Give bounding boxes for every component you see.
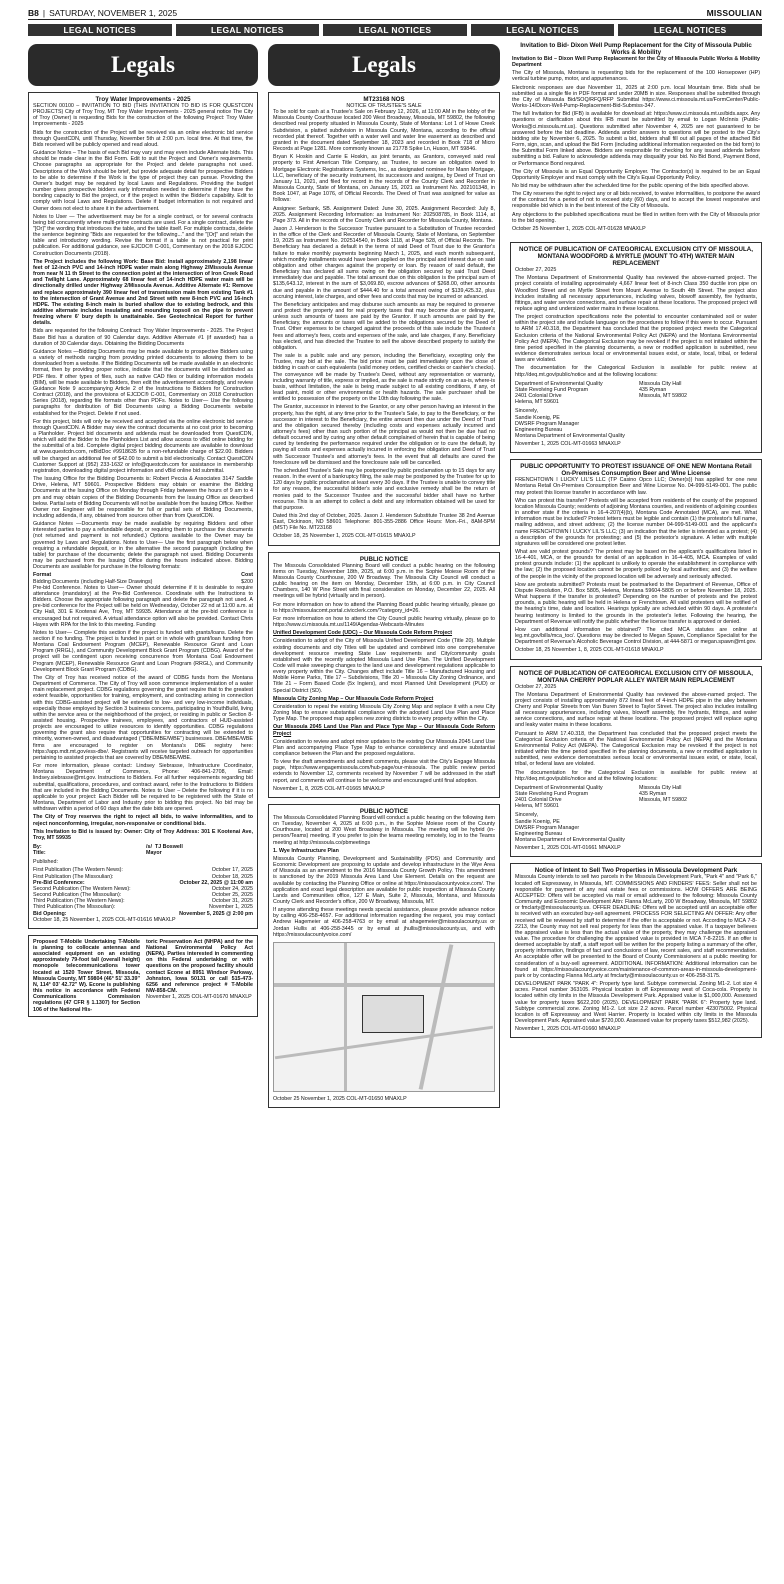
notice-paragraph: For more information on how to attend the Planning Board public hearing virtually, please go to https://missoulacomt.portal.civicclerk.com/?category_id=26. — [273, 601, 495, 614]
notice-paragraph: The documentation for the Categorical Exclusion is available for public review at http://deq.mt.gov/public/notice and at the following locations: — [515, 365, 757, 378]
notice-liquor-license — [510, 459, 762, 659]
notice-paragraph: Bids are requested for the following Contract: Troy Water Improvements - 2025. The Project Base Bid has a duration of 90 Calendar days. Additive Alternate #1 (if awarded) has a duration of 30 Calendar days. Obtaining the Bidding Documents — [33, 328, 253, 347]
notice-paragraph: For more information on how to attend the City Council public hearing virtually, please go to https://www.ci.missoula.mt.us/1149/Agendas-Webcasts-Minutes — [273, 615, 495, 629]
issued-by: This Invitation to Bid is issued by: Owner: City of Troy Address: 301 E Kootenai Ave, Troy, MT 59935 — [33, 828, 253, 841]
notice-paragraph: What are valid protest grounds? The protest may be based on the applicant's qualifications listed in 16-4-401, MCA, or the grounds for denial of an application in 16-4-405, MCA. Examples of valid protest grounds include: (1) the applicant is unlikely to operate the establishment in compliance with the law; (2) the proposed location cannot be properly policed by local authorities; and (3) the welfare of the people in the vicinity of the proposed location will be adversely and seriously affected. — [515, 549, 757, 580]
wye-area-map — [273, 942, 495, 1092]
section-label: LEGAL NOTICES — [28, 24, 172, 36]
notice-paragraph: For more information, please contact: Lindsey Siebrasse, Infrastructure Coordinator, Montana Department of Commerce, Phone: 406-841-2708, Email: lindsey.siebrasse@mt.gov. Instructions to Bidders. For all further requirements regarding bid submittal, qualifications, procedures, and contract award, refer to the Instructions to Bidders that are included in the Bidding Documents. Notes to User – Delete the following if it is no applicable to your project: Each Bidder will be required to be registered with the State of Montana, Department of Labor and Industry prior to bidding this project. No bid may be withdrawn within a period of 60 days after the date bids are opened. — [33, 763, 253, 813]
notice-woodford-myrtle — [510, 242, 762, 453]
notice-tmobile — [28, 935, 258, 1017]
publication-date: October 24, 2025 — [211, 885, 253, 892]
notice-wye-plan — [268, 804, 500, 1108]
publication-date: October 25, 2025 — [211, 892, 253, 899]
notice-id: MT23168 NOS — [363, 96, 405, 103]
signature: Sincerely, Sandie Koenig, PE DWSRF Program Manager Engineering Bureau Montana Department of Environmental Quality — [515, 408, 625, 439]
section-label: LEGAL NOTICES — [618, 24, 762, 36]
address-city-hall: Missoula City Hall 435 Ryman Missoula, MT 59802 — [639, 784, 688, 804]
legals-banner: Legals — [268, 44, 500, 86]
publication-label: Second Publication (The Western News): — [33, 885, 131, 892]
notice-paragraph: Guidance Notes – The basis of each Bid may vary and may even include Alternate bids. This should be made clear in the Bid Form. Edit to suit the Project and Owner's requirements. Choose paragraphs as appropriate for the Project and delete paragraphs not used. Descriptions of the Work should be brief, but provide adequate detail for prospective Bidders to be able to determine if the Work is the type of project they can pursue. Providing the Owner's budget may be required by local Laws and Regulations. Providing the budget number gives prospective bidders early information needed to determine if they have the bonding capacity to Bid the project, or if the project is within the Bidder's capability. Edit to comply with local Laws and Regulations. Delete if budget information is not required and Owner does not elect to share it in the advertisement. — [33, 150, 253, 212]
notice-paragraph: Notes to User— Complete this section if the project is funded with grants/loans. Delete the section if no funding. The project is funded in part or in whole with grant/loan funding from Montana Coal Endowment Program (MCEP), Renewable Resource Grant and Loan Program (RRGL), and Community Development Block Grant Program (CDBG). Award of the project will be contingent upon receiving concurrence from Montana Coal Endowment Program (MCEP), Renewable Resource Grant and Loan Program (RRGL), and Community Development Block Grant Program (CDBG). — [33, 629, 253, 673]
publication-label: First Publication (The Western News): — [33, 867, 123, 874]
published-label: Published: — [33, 859, 58, 866]
notice-paragraph: Bryan K Hoskin and Carrie E Hoskin, as joint tenants, as Grantors, conveyed said real property to First American Title Company, as Trustee, to secure an obligation owed to Mortgage Electronic Registrations Systems, Inc., as designated nominee for Mann Mortgage, LLC, beneficiary of the security instrument, its successors and assigns, by Deed of Trust on January 11, 2021, and filed for record in the records of the County Clerk and Recorder in Missoula County, State of Montana, on January 15, 2021 as Instrument No. 202101348, in Book 1047, at Page 1076, of Official Records. The Deed of Trust was assigned for value as follows: — [273, 154, 495, 204]
notice-paragraph: Dated this 2nd day of October, 2025. Jason J. Henderson Substitute Trustee 38 2nd Avenue East, Dickinson, ND 58601 Telephone: 801-355-2886 Office Hours: Mon.-Fri., 8AM-5PM (MST) File No. MT23168 — [273, 513, 495, 532]
publication-date: October 18, 2025 — [211, 873, 253, 880]
notice-paragraph: How are protests submitted? Protests must be postmarked to the Department of Revenue, Office of Dispute Resolution, P.O. Box 5805, Helena, Montana 59604-5805 on or before November 18, 2025. What happens if the transfer is protested? Depending on the number of protests and the protest grounds, a public hearing will be held in Helena or Frenchtown. All valid protesters will be notified of the hearing's time, date and location. Hearings typically are scheduled within 90 days. A protester's hearing testimony is limited to the grounds in the protester's letter. Following the hearing, the Department of Revenue will notify the public whether the license transfer is approved or denied. — [515, 581, 757, 625]
publication-date: November 5, 2025 @ 2:00 pm — [179, 910, 253, 917]
notice-paragraph: Consideration to review and adopt minor updates to the existing Our Missoula 2045 Land Use Plan and accompanying Place Type Map to enhance consistency and ensure substantial compliance between the Plan and the proposed regulations. — [273, 738, 495, 757]
notice-title: NOTICE OF PUBLICATION OF CATEGORICAL EXCLUSION CITY OF MISSOULA, MONTANA WOODFORD & MYRTLE (MOUNT TO 4TH) WATER MAIN REPLACEMENT — [519, 246, 753, 268]
notice-paragraph: Who can protest this transfer? Protests will be accepted from residents of the county of the proposed location Missoula County; residents of adjoining Montana counties, and residents of adjoining counties in another state if the criteria in 16-4-207(4)(b), Montana Code Annotated (MCA), are met. What information must be included? Protest letters must be legible and contain (1) the protestor's full name, mailing address, and street address; (2) the license number 04-999-5149-001 and the applicant's name FRENCHTOWN I LUCKY LIL'S LLC; (3) an indication that the letter is intended as a protest; (4) a description of the grounds for protesting; and (5) the protestor's signature. A letter with multiple signatures will be considered one protest letter. — [515, 497, 757, 547]
notice-footer: October 18, 25 November 1, 2025 COL-MT-01615 MNAXLP — [273, 533, 416, 540]
by-label: By: — [33, 843, 42, 850]
publication-date: November 1, 2025 — [209, 904, 253, 911]
address-block — [515, 381, 757, 406]
notice-paragraph: Missoula County Planning, Development and Sustainability (PDS) and Community and Economic Development are proposing to update and develop infrastructure in the Wye Area of Missoula as an amendment to the 2016 Missoula County Growth Policy. This amendment is sanctioned by the 2019 Missoula Area Land Use Element. Details on the request are available by contacting the Planning Office or online at https://missoulacountyvoice.com/. The application and exact legal description are available for public inspection at Missoula County Lands and Communities office, 127 E Main, Suite 2, Missoula, Montana, and Missoula County Clerk and Recorder's office, 200 W Broadway, Missoula, MT. — [273, 855, 495, 905]
notice-paragraph: The full Invitation for Bid (IFB) is available for download at: https://www.ci.missoula.mt.us/bids.aspx. Any questions or clarification about this IFB must be submitted by email to Logan McInnis (Public-Works@ci.missoula.mt.us). Questions submitted after November 4, 2025 are not guaranteed to be answered before the bid deadline. Addenda and/or answers to questions will be posted to the City's bidding site by November 6, 2025. To submit a bid, bidders shall fill out all pages of the attached Bid Form, sign, scan, and upload the Bid Form (including additional information requested on the bid form) to the Submittal Form linked above. Bidders are responsible for checking for any issued addenda before submitting a bid. Failure to acknowledge addenda may disqualify your bid. No Bid Bond, Payment Bond, or Performance Bond required. — [512, 111, 760, 167]
notice-footer: October 25 November 1, 2025 COL-MT-01628 MNAXLP — [512, 225, 646, 232]
notice-title: NOTICE OF PUBLICATION OF CATEGORICAL EXCLUSION CITY OF MISSOULA, MONTANA CHERRY POPLAR ALLEY WATER MAIN REPLACEMENT — [519, 669, 753, 684]
notice-title: NOTICE OF TRUSTEE'S SALE — [346, 103, 422, 109]
notice-footer: October 18, 25 November 1, 8, 2025 COL-MT-01618 MNAXLP — [515, 647, 664, 654]
publication-label: Second Publication (The Missoulian): — [33, 892, 122, 899]
notice-paragraph: The sale is a public sale and any person, including the Beneficiary, excepting only the Trustee, may bid at the sale. The bid price must be paid immediately upon the close of bidding in cash or cash equivalents (valid money orders, certified checks or cashier's checks). The conveyance will be made by Trustee's Deed, without any representation or warranty, including warranty of title, express or implied, as the sale is made strictly on an as-is, where-is basis, without limitation, the sale is being made subject to all existing conditions, if any, of lead paint, mold or other environmental or health hazards. The sale purchaser shall be entitled to possession of the property on the 10th day following the sale. — [273, 353, 495, 403]
notice-paragraph: The City of Missoula, Montana is requesting bids for the replacement of the 100 Horsepower (HP) vertical turbine pump, motor, and appurtenances. — [512, 70, 760, 83]
address-deq: Department of Environmental Quality State Revolving Fund Program 2401 Colonial Drive Helena, MT 59601 — [515, 380, 603, 406]
notice-paragraph: Electronic responses are due November 11, 2025 at 2:00 p.m. local Mountain time. Bids shall be submitted as a single file in PDF format and under 20MB in size. Responses shall be submitted through the City of Missoula Bid/SOQ/RFQ/RFP Submittal https://www.ci.missoula.mt.us/FormCenter/Public-Works-14/Dixon-Well-Pump-Replacement-Bid-Submiss-347. — [512, 84, 760, 110]
map-road — [344, 943, 347, 1091]
format-header: Format — [33, 572, 52, 579]
notice-paragraph: The documentation for the Categorical Exclusion is available for public review at http://deq.mt.gov/public/notice and at the following locations: — [515, 769, 757, 782]
title-label: Title: — [33, 850, 46, 857]
notice-title: Invitation to Bid- Dixon Well Pump Replacement for the City of Missoula Public Works & Mobility — [520, 42, 752, 56]
notice-paragraph: The Missoula Consolidated Planning Board will conduct a public hearing on the following item on Tuesday, November 4, 2025 at 6:00 p.m., in the Sophie Moiese room of the County Courthouse, located at 200 West Broadway in Missoula. The meeting will be hybrid (in-person/Teams) meeting. If you prefer to join the teams meeting remotely, log in to the Teams meeting at http://missoula.co/pbmeetings — [273, 814, 495, 846]
notice-dixon-well — [510, 40, 762, 236]
notice-paragraph: For this project, bids will only be received and accepted via the online electronic bid service through QuestCDN. A Bidder may view the contract documents at no cost prior to becoming a Planholder. Project bid documents and addenda must be downloaded from QuestCDN, which will add the Bidder to the Planholders List and allow access to vBid online bidding for the submittal of a bid. Complete digital project bidding documents are available to download at www.questcdn.com, reBidDoc #9918635 for a non-refundable charge of $22.00. Bidders will be charged an additional fee of $42.00 to submit a bid electronically. Contact QuestCDN Customer Support at (952) 233-1632 or info@questcdn.com for assistance in membership registration, downloading digital project information and vBid online bid submittal. — [33, 418, 253, 474]
notice-paragraph: Notes to User — The advertisement may be for a single contract, or for several contracts being bid concurrently where multi-prime contracts are used. For a single contract, delete the "[Or]" the wording that introduces the table, and the table itself. For multiple contracts, delete the sentence beginning "Bids are requested for the following..." and the "[Or]" and retain the table and introductory wording. Revise the format if a table is not practical for print publication. For additional guidance, see EJCDC® C-001, Commentary on the 2018 EJCDC Construction Documents (2018). — [33, 213, 253, 257]
notice-paragraph: DEVELOPMENT PARK "PARK 4": Property type land. Subtype commercial. Zoning M1-2. Lot size 4 acres. Parcel number 363105. Physical location is off Expressway west of Coca-cola. Property is located within city limits in the Missoula Development Park. Appraised value is $1,000,000. Assessed value for property taxes $622,200 (2025). DEVELOPMENT PARK "PARK 6": Property type land. Subtype commercial zone. Zoning M1-2. Lot size 2.2 acres. Parcel number 423075002. Physical location is off Expressway and West Harrier. Property is located within city limits in the Missoula Development Park. Appraised value $720,000. Assessed value for property taxes $512,982 (2025). — [515, 981, 757, 1024]
notice-paragraph: Assignee: Serbank, SB. Assignment Dated: June 30, 2025. Assignment Recorded: July 8, 2025. Assignment Recording Information: as Instrument No: 202508785, in Book 1114, at Page 373. All in the records of the County Clerk and Recorder for Missoula County, Montana. — [273, 205, 495, 224]
masthead — [28, 6, 762, 20]
tmobile-body: toric Preservation Act (NHPA) and for the National Environmental Policy Act (NEPA). Parties interested in commenting on this Federal undertaking or with questions on the proposed facility should contact Econe at 8951 Windsor Parkway, Johnston, Iowa 50131 or call 515-473-6256 and reference project # T-Mobile NW-858-CM. — [146, 938, 253, 995]
notice-troy-water-bid — [28, 92, 258, 929]
section-label: LEGAL NOTICES — [176, 24, 320, 36]
notice-title: PUBLIC NOTICE — [359, 555, 409, 563]
publication-date: October 17, 2025 — [211, 867, 253, 874]
notice-paragraph: The City of Troy reserves the right to reject all bids, to waive informalities, and to reject nonconforming, irregular, non-responsive or conditional bids. — [33, 814, 253, 827]
address-deq: Department of Environmental Quality State Revolving Fund Program 2401 Colonial Drive Helena, MT 59601 — [515, 784, 603, 810]
issue-date: SATURDAY, NOVEMBER 1, 2025 — [49, 7, 178, 18]
notice-paragraph: The City of Missoula is an Equal Opportunity Employer. The Contractor(s) is required to be an Equal Opportunity Employer and must comply with the City's Equal Opportunity Policy. — [512, 168, 760, 181]
notice-paragraph: To view the draft amendments and submit comments, please visit the City's Engage Missoula page, https://www.engagemissoula.com/hub-page/our-missoula. The public review period extends to November 12, comments received by November 7 will be addressed in the staff report, and comments will continue to be welcome and encouraged until final adoption. — [273, 759, 495, 784]
notice-paragraph: Jason J. Henderson is the Successor Trustee pursuant to a Substitution of Trustee recorded in the office of the Clerk and Recorder of Missoula County, State of Montana, on September 19, 2025 as Instrument No. 202514540, in Book 1118, at Page 528, of Official Records. The Beneficiary has declared a default in the terms of said Deed of Trust due to the Grantor's failure to make monthly payments beginning March 1, 2025, and each month subsequent, which monthly installments would have been applied on the principal and interest due on said obligation and other charges against the property or loan. By reason of said default, the Beneficiary has declared all sums owing on the obligation secured by said Trust Deed immediately due and payable. The total amount due on this obligation is the principal sum of $135,643.12, interest in the sum of $3,069.80, escrow advances of $268.00, other amounts due and payable in the amount of $444.40 for a total amount owing of $139,425.32, plus accruing interest, late charges, and other fees and costs that may be incurred or advanced. — [273, 225, 495, 300]
notice-paragraph: How can additional information be obtained? The cited MCA statutes are online at leg.mt.gov/bills/mca_toc/. Questions may be directed to Megan Spawn, Compliance Specialist for the Department of Revenue's Alcoholic Beverage Control Division, at 444-5871 or megan.spawn@mt.gov. — [515, 626, 757, 646]
notice-paragraph: Consideration to repeal the existing Missoula City Zoning Map and replace it with a new City Zoning Map to ensure substantial compliance with the adopted Land Use Plan and Place Type Map. The proposed map applies new zoning districts to every property within the City. — [273, 703, 495, 723]
header-separator: | — [42, 7, 46, 18]
column-right — [510, 40, 762, 1580]
notice-heading: Unified Development Code (UDC) – Our Missoula Code Reform Project — [273, 630, 453, 637]
notice-paragraph: SECTION 00100 – INVITATION TO BID (THIS INVITATION TO BID IS FOR QUESTCDN PROJECTS) City of Troy Troy, MT Troy Water Improvements - 2025 general notice The City of Troy (Owner) is requesting Bids for the construction of the following Project: Troy Water Improvements - 2025 — [33, 103, 253, 128]
signer-name: TJ Boswell — [154, 843, 183, 850]
publication-label: Third Publication (The Western News): — [33, 898, 125, 905]
notice-paragraph: Missoula County intends to sell two parcels in the Missoula Development Park, "Park 4" and "Park 6," located off Expressway, in Missoula, MT. COMMISSIONS AND FINDERS' FEES: Seller shall not be responsible for payment of any real estate fees or commissions. HOW OFFERS ARE BEING ACCEPTED: Offers will be accepted via mail or email addressed to the following: Missoula County Community and Economic Development Attn: Flanna McLarty, 200 W Broadway, Missoula, MT 59802 or fmclarty@missoulacounty.us. OFFER DEADLINE: Offers will be accepted until an acceptable offer is received with an executed buy-sell agreement. PROCESS FOR SELECTING AN OFFER: Any offer received will be reviewed by staff to determine if the offer is acceptable or not. According to MCA 7-8-2213, the County may not sell real property for less than the appraised value. If a taxpayer believes the appraised value is less than the actual value of the property, they may challenge the appraised value. The procedure for challenging the appraised value is provided in MCA 7-8-2215. If an offer is deemed acceptable by staff, a staff report will be written for the property listing a summary of the offer, property information, findings of fact and conclusions of law, recent sales, and staff recommendation. An acceptable offer will be presented to the Board of County Commissioners at a public meeting for consideration of a buy-sell agreement. ADDITIONAL INFORMATION: Additional information can be found at https://missoulacountyvoice.com/maintenance-of-common-areas-in-missoula-development-park or by contacting Flanna McLarty at fmclarty@missoulacounty.us or 406-258-3175. — [515, 874, 757, 979]
notice-footer: November 1, 2025 COL-MT-01661 MNAXLP — [515, 845, 621, 852]
publication-label: Bid Opening: — [33, 910, 67, 917]
notice-paragraph: Any objections to the published specifications must be filed in written form with the City of Missoula prior to the bid opening. — [512, 211, 760, 224]
notice-footer: November 1, 2025 COL-MT-01670 MNAXLP — [146, 994, 252, 1001]
notice-planning-board — [268, 552, 500, 798]
notice-title: Troy Water Improvements - 2025 — [95, 96, 191, 103]
notice-paragraph: The Issuing Office for the Bidding Documents is: Robert Peccia & Associates 3147 Saddle Drive, Helena, MT 59601. Prospective Bidders may obtain or examine the Bidding Documents at the Issuing Office on Monday through Friday between the hours of 9 am to 4 pm and may obtain copies of the Bidding Documents from the Issuing Office as described below. Partial sets of Bidding Documents will not be available from the Issuing Office. Neither Owner nor Engineer will be responsible for full or partial sets of Bidding Documents, including addenda, if any, obtained from sources other than from QuestCDN. — [33, 476, 253, 519]
publication-date: October 22, 2025 @ 11:00 am — [179, 879, 253, 886]
notice-paragraph: Pre-bid Conference. Notes to User— Owner should determine if it is desirable to require attendance (mandatory) at the Pre-Bid Conference. Coordinate with the Instructions to Bidders. Choose the appropriate following paragraph and delete the paragraph not used. A pre-bid conference for the Project will be held on Wednesday, October 22 nd at 11:00 a.m. at City Hall, 301 E Kootenai Ave, Troy, MT 59935. Attendance at the pre-bid conference is encouraged but not required. A virtual attendance option will also be provided. Contact Chris Hayes with RPA for the link to this meeting. Funding — [33, 584, 253, 628]
notice-paragraph: If anyone attending these meetings needs special assistance, please provide advance notice by calling 406-258-4657. For additional information regarding the request, you may contact Andrew Hagemeier at 406-258-4763 or by email at ahagemeier@missoulacounty.us or Jordan Hullis at 406-258-3445 or by email at jhullis@missoulacounty.us, and with https://missoulacountyvoice.com/ — [273, 907, 495, 938]
cost-value: $200 — [241, 578, 253, 585]
notice-property-sale — [510, 863, 762, 1038]
cost-header: Cost — [241, 572, 253, 579]
notice-paragraph: The Montana Department of Environmental Quality has reviewed the above-named project. The project consists of installing approximately 4,667 linear feet of 8-inch Class 350 ductile iron pipe on Woodford Street and on Myrtle Street from Mount Avenue to South 4th Street. The project also includes installing all necessary appurtenances, including valves, blowoff assembly, fire hydrants, fittings, and water service connections, and surface repair at these locations. The proposed project will replace aging and undersized water mains in these locations. — [515, 275, 757, 312]
publication-label: Pre-Bid Conference: — [33, 879, 85, 886]
tmobile-columns — [33, 939, 253, 1013]
map-study-area — [362, 995, 424, 1033]
column-middle — [268, 40, 500, 1580]
notice-paragraph: Bids for the construction of the Project will be received via an online electronic bid service through QuestCDN, until Thursday, November 5th at 2:00 p.m. local time. At that time, the Bids received will be publicly opened and read aloud. — [33, 129, 253, 148]
map-road — [274, 983, 494, 987]
column-left — [28, 40, 258, 1580]
notice-footer: November 1, 2025 COL-MT-01663 MNAXLP — [515, 441, 621, 448]
notice-paragraph: The Missoula Consolidated Planning Board will conduct a public hearing on the following items on Tuesday, November 18th, 2025, at 6:00 p.m. in the Sophie Moiese Room of the Missoula County Courthouse, 200 W Broadway. The Missoula City Council will conduct a public hearing on the item on Monday, December 15th, at 6:00 p.m. in City Council Chambers, 140 W Pine Street with final consideration on Monday, December 22, 2025. All meetings will be hybrid (virtually and in person). — [273, 562, 495, 600]
format-value: Bidding Documents (including Half-Size Drawings) — [33, 578, 153, 585]
notice-title: Notice of Intent to Sell Two Properties in Missoula Development Park — [534, 867, 738, 875]
notice-title: PUBLIC NOTICE — [359, 807, 409, 815]
section-bars — [28, 24, 762, 36]
notice-paragraph: The Grantor, successor in interest to the Grantor, or any other person having an interest in the property, has the right, at any time prior to the Trustee's Sale, to pay to the Beneficiary, or the successor in interest to the Beneficiary, the entire amount then due under the Deed of Trust and the obligation secured thereby (including costs and expenses actually incurred and attorney's fees) other than such portion of the principal as would not then be due had no default occurred and by curing any other default complained of herein that is capable of being cured by tendering the performance required under the obligation or to cure the default, by paying all costs and expenses actually incurred in enforcing the obligation and Deed of Trust with Successor Trustee's and attorney's fees. In the event that all defaults are cured the foreclosure will be dismissed and the foreclosure sale will be cancelled. — [273, 404, 495, 466]
tmobile-text-b — [146, 939, 253, 1013]
page-number: B8 — [28, 7, 39, 18]
legals-banner: Legals — [28, 44, 258, 86]
publication-schedule — [33, 867, 253, 916]
notice-date: October 27, 2025 — [515, 683, 557, 690]
address-block — [515, 785, 757, 810]
notice-cherry-poplar — [510, 666, 762, 858]
notice-paragraph: Guidance Notes —Documents may be made available by requiring Bidders and other interested parties to pay a refundable deposit, or requiring them to purchase the documents (not returned and payment is not refunded.) Options available to the Owner may be governed by Laws and Regulations. Notes to User— Use the first paragraph below when requiring a refundable deposit, or in the alternative the second paragraph (including the table) for purchase of the documents; delete the paragraph not used. Bidding Documents may be purchased from the Issuing Office during the hours indicated above. Bidding Documents are available for purchase in the following formats: — [33, 521, 253, 571]
signature-block — [33, 844, 253, 856]
notice-heading: Our Missoula 2045 Land Use Plan and Place Type Map – Our Missoula Code Reform Project — [273, 724, 495, 737]
notice-footer: November 1, 8, 2025 COL-MT-01665 MNAXLP — [273, 785, 385, 792]
notice-paragraph: The scheduled Trustee's Sale may be postponed by public proclamation up to 15 days for any reason. In the event of a bankruptcy filing, the sale may be postponed by the Trustee for up to 120 days by public proclamation at least every 30 days. If the Trustee is unable to convey title for any reason, the successful bidder's sole and exclusive remedy shall be the return of monies paid to the Successor Trustee and the successful bidder shall have no further recourse. This is an attempt to collect a debt and any information obtained will be used for that purpose. — [273, 467, 495, 511]
publication-name: MISSOULIAN — [706, 7, 762, 18]
notice-paragraph: To be sold for cash at a Trustee's Sale on February 12, 2026, at 11:00 AM in the lobby of the Missoula County Courthouse located 200 West Broadway, Missoula, MT 59802, the following described real property situated in Missoula County, State of Montana: Lot 1 of Howe Creek Subdivision, a platted subdivision in Missoula County, Montana, according to the official recorded plat thereof. Together with a water well and water line easement as described and granted in the document dated September 18, 2023 and recorded in Book 718 of Micro Records at Page 1281. More commonly known as 21778 Spike Ln, Huson, MT 59846. — [273, 109, 495, 153]
notice-paragraph: The City of Troy has received notice of the award of CDBG funds from the Montana Department of Commerce. The City of Troy will soon commence implementation of a water main replacement project. CDBG regulations governing the grant require that to the greatest extent feasible, opportunities for training, employment, and contracting arising in connection with this CDBG-assisted project will be extended to low- and very low-income individuals, especially those employed by Section 3 business concerns, participating in YouthBuild, living within the service area or the neighborhood of the project, or residing in public or Section 8-assisted housing. Prospective trainees, employees, and contractors of HUD-assisted projects are encouraged to utilize resources to identify opportunities. CDBG regulations governing the grant also require that opportunities for contracting will be extended to minority, women-owned, and disadvantaged ("DBE/MBE/WBE") businesses. DBE/MBE/WBE firms are encouraged to register on Montana's DBE registry here: https://app.mdt.mt.gov/ess-dbe/. Registrants will receive targeted outreach for opportunities pertaining to assisted projects that are covered by DBE/MBE/WBE. — [33, 674, 253, 761]
notice-paragraph: The Beneficiary anticipates and may disburse such amounts as may be required to preserve and protect the property and for real property taxes that may become due or delinquent, unless such amounts of taxes are paid by the Grantor. If such amounts are paid by the Beneficiary, the amounts or taxes will be added to the obligations secured by the Deed of Trust. Other expenses to be charged against the proceeds of this sale include the Trustee's fees and attorney's fees, costs and expenses of the sale, and late charges, if any. Beneficiary has elected, and has directed the Trustee to sell the above described property to satisfy the obligation. — [273, 301, 495, 351]
title-value: Mayor — [146, 850, 162, 857]
notice-footer: November 1, 2025 COL-MT-01660 MNAXLP — [515, 1026, 621, 1033]
notice-footer: October 25 November 1, 2025 COL-MT-01650 MNAXLP — [273, 1095, 407, 1102]
notice-paragraph: The City reserves the right to reject any or all bids received, to waive informalities, to postpone the award of the contract for a period of not to exceed sixty (60) days, and to accept the lowest responsive and responsible bid which is in the best interest of the City of Missoula. — [512, 191, 760, 210]
notice-heading: Missoula City Zoning Map – Our Missoula Code Reform Project — [273, 695, 434, 702]
notice-paragraph: The project construction specifications note the potential to encounter contaminated soil or water within the project site and include language on the procedures to follow if this were to occur. Pursuant to ARM 17.40.318, the Department has concluded that the proposed project meets the Categorical Exclusion criteria of the National Environmental Policy Act (NEPA) and the Montana Environmental Policy Act (MEPA). The Categorical Exclusion may be revoked if the project is not initiated within the time period specified in the planning documents, a new or modified application is submitted, new evidence demonstrates serious local or environmental issues exist, or state, local, tribal, or federal laws are violated. — [515, 314, 757, 364]
section-label: LEGAL NOTICES — [471, 24, 615, 36]
notice-paragraph: FRENCHTOWN I LUCKY LIL'S LLC (TP Casino Opco LLC; Owner(s)) has applied for one new Montana Retail On-Premises Consumption Beer and Wine License No. 04-999-5149-001. The public may protest this license transfer in accordance with law. — [515, 477, 757, 496]
notice-paragraph: The Project includes the following Work: Base Bid: Install approximately 2,198 linear feet of 12-inch PVC and 14-inch HDPE water main along Highway 2/Missoula Avenue from near N 11 th Street to the connection point at the intersection of Iron Creek Road and Twilight Lane. Approximately 68 linear feet of 14-inch HDPE water main will be directionally drilled under Highway 2/Missoula Avenue. Additive Alternate #1: Remove and replace approximately 390 linear feet of transmission main from existing Tank #1 to the intersection of Grant Avenue and 2nd Street with new 8-inch PVC and 16-inch HDPE. The existing 8-inch main is buried shallow due to existing bedrock, and this additive alternate includes insulating and mounding topsoil on the pipe to prevent freezing where 6' bury depth is unattainable. See Geotechnical Report for further details. — [33, 258, 253, 327]
notice-subtitle: Invitation to Bid – Dixon Well Pump Replacement for the City of Missoula Public Works & Mobility Department — [512, 56, 760, 69]
publication-label: Third Publication (The Missoulian): — [33, 904, 116, 911]
section-label: LEGAL NOTICES — [323, 24, 467, 36]
signature: Sincerely, Sandie Koenig, PE DWSRF Program Manager Engineering Bureau Montana Department of Environmental Quality — [515, 812, 625, 844]
publication-label: First Publication (The Missoulian): — [33, 873, 114, 880]
notice-paragraph: Pursuant to ARM 17.40.318, the Department has concluded that the proposed project meets the Categorical Exclusion criteria of the National Environmental Policy Act (NEPA) and the Montana Environmental Policy Act (MEPA). The Categorical Exclusion may be revoked if the project is not initiated within the time period specified in the planning documents, a new or modified application is submitted, new evidence demonstrates serious local or environmental issues exist, or state, local, tribal, or federal laws are violated. — [515, 730, 757, 768]
tmobile-text-a: Proposed T-Mobile Undertaking T-Mobile is planning to collocate antennas and associated equipment on an existing approximately 79-foot tall (overall height) monopole telecommunications tower located at 1520 Tower Street, Missoula, Missoula County, MT 59804 (46° 51' 33.39" N, 114° 03' 42.72" W). Econe is publishing this notice in accordance with Federal Communications Commission regulations (47 CFR § 1.1307) for Section 106 of the National His- — [33, 938, 140, 1013]
notice-heading: 1. Wye Infrastructure Plan — [273, 847, 339, 854]
publication-date: October 31, 2025 — [211, 898, 253, 905]
address-city-hall: Missoula City Hall 435 Ryman Missoula, MT 59802 — [639, 380, 688, 400]
signature-mark: /s/ — [146, 843, 152, 850]
notice-title: PUBLIC OPPORTUNITY TO PROTEST ISSUANCE OF ONE NEW Montana Retail On-Premises Consumption Beer and Wine License — [520, 463, 752, 478]
notice-date: October 27, 2025 — [515, 267, 557, 274]
notice-footer: October 18, 25 November 1, 2025 COL-MT-01616 MNAXLP — [33, 916, 176, 923]
notice-paragraph: Guidance Notes —Bidding Documents may be made available to prospective Bidders using a variety of methods ranging from providing printed documents to allowing them to be downloaded from a website. If the Bidding Documents will be made available in an electronic format, then by providing proper notice, indicate that the documents will be distributed as PDF files. If other types of files, such as native CAD files or building information models (BIM), will be made available to Bidders, then edit the advertisement accordingly, and review Guidance Note 9 accompanying Article 2 of the Instructions to Bidders for Construction Contract (2018), and the provisions of EJCDC® C-001, Commentary on 2018 Construction Series (2018), regarding file formats other than PDFs. Notes to User— Use the following paragraphs for distribution of Bid Documents using a Bidding Documents website established for the Project. Delete if not used. — [33, 348, 253, 417]
notice-paragraph: Consideration to adopt of the City of Missoula Unified Development Code (Title 20). Multiple existing documents and city Titles will be updated and combined into one comprehensive development resource meeting State Law requirements and City/community goals established with the recently adopted Missoula Land Use Plan. The Unified Development Code will make sweeping changes to the land use and development regulations applicable to every property within the City. Changes affect include Title 16 – Manufactured Housing and Mobile Home Parks, Title 17 – Subdivisions, Title 20 – Missoula City Zoning Ordinance, and Title 21 – Form Based Code (5x Ingiers), and most Planned Unit Development (PUD) or Special District (SD). — [273, 638, 495, 694]
notice-paragraph: The Montana Department of Environmental Quality has reviewed the above-named project. The project consists of installing approximately 872 lineal feet of 4-inch HDPE pipe in the alley between Cherry and Poplar Streets from Van Buren Street to Taylor Street. The project also includes installing all necessary appurtenances, including valves, blowoff assembly, fire hydrants, fittings, and water service connections, and surface repair at these locations. The proposed project will replace aging and leaky water mains in these locations. — [515, 691, 757, 729]
notice-paragraph: No bid may be withdrawn after the scheduled time for the public opening of the bids specified above. — [512, 182, 750, 189]
notice-trustee-sale — [268, 92, 500, 546]
